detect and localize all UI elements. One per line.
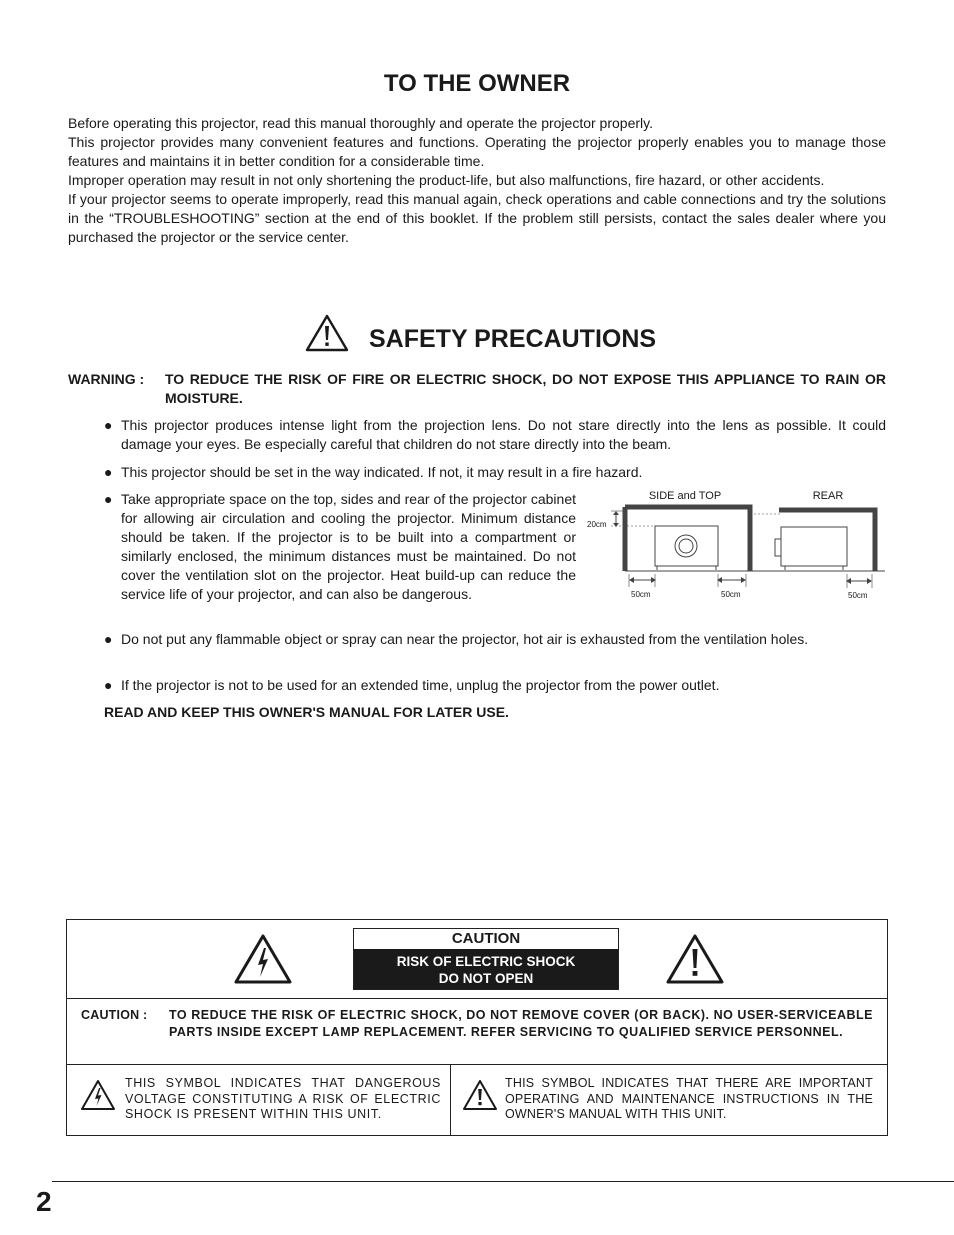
divider	[450, 1065, 451, 1135]
caution-label-line2: DO NOT OPEN	[438, 971, 534, 986]
voltage-symbol-text: THIS SYMBOL INDICATES THAT DANGEROUS VOLTAGE CONSTITUTING A RISK OF ELECTRIC SHOCK IS PRESENT WITHIN THIS UNIT.	[125, 1076, 441, 1121]
caution-box	[66, 919, 888, 1136]
safety-title: SAFETY PRECAUTIONS	[369, 325, 657, 353]
caution-statement-label: CAUTION :	[81, 1008, 148, 1022]
warning-triangle-icon	[304, 313, 350, 353]
caution-statement-text: TO REDUCE THE RISK OF ELECTRIC SHOCK, DO NOT REMOVE COVER (OR BACK). NO USER-SERVICEABLE PARTS INSIDE EXCEPT LAMP REPLACEMENT. REFER SERVICING TO QUALIFIED SERVICE PERSONNEL.	[169, 1008, 873, 1039]
lightning-triangle-icon	[233, 933, 293, 985]
bullet-text: This projector produces intense light from the projection lens. Do not stare directly into the lens as possible. It could damage your eyes. Be especially careful that children do not stare directly into the beam.	[121, 417, 886, 452]
right-gap-label: 50cm	[721, 590, 741, 599]
list-item	[104, 416, 886, 454]
rear-label: REAR	[812, 490, 844, 502]
bullet-icon: ●	[104, 417, 113, 433]
caution-label-title: CAUTION	[451, 930, 521, 947]
bullet-icon: ●	[104, 677, 113, 693]
exclamation-triangle-icon	[665, 933, 725, 985]
owner-paragraph: Before operating this projector, read this manual thoroughly and operate the projector properly.	[68, 115, 653, 131]
exclamation-triangle-small-icon	[462, 1079, 498, 1111]
lightning-triangle-small-icon	[80, 1079, 116, 1111]
page-number: 2	[36, 1186, 52, 1217]
owner-text	[68, 114, 886, 247]
divider	[67, 1064, 887, 1065]
left-gap-label: 50cm	[631, 590, 651, 599]
projector-front	[655, 526, 718, 566]
bullet-icon: ●	[104, 631, 113, 647]
list-item	[104, 490, 576, 604]
bullet-text: Do not put any flammable object or spray can near the projector, hot air is exhausted from the ventilation holes.	[121, 631, 809, 647]
info-symbol-text: THIS SYMBOL INDICATES THAT THERE ARE IMPORTANT OPERATING AND MAINTENANCE INSTRUCTIONS IN THE OWNER'S MANUAL WITH THIS UNIT.	[505, 1076, 873, 1121]
caution-label-banner	[354, 949, 618, 989]
list-item	[104, 630, 886, 649]
warning-label: WARNING :	[68, 371, 145, 387]
divider	[67, 998, 887, 999]
footer-rule	[52, 1181, 954, 1182]
bullet-text: If the projector is not to be used for an extended time, unplug the projector from the power outlet.	[121, 677, 720, 693]
projector-side	[781, 527, 847, 566]
owner-paragraph: Improper operation may result in not only shortening the product-life, but also malfunctions, fire hazard, or other accidents.	[68, 172, 825, 188]
list-item	[104, 676, 886, 695]
bullet-icon: ●	[104, 464, 113, 480]
owner-paragraph: This projector provides many convenient features and functions. Operating the projector properly enables you to manage those features and maintains it in better condition for a considerable time.	[68, 134, 886, 169]
owner-title: TO THE OWNER	[383, 70, 571, 97]
list-item	[104, 463, 886, 482]
clearance-diagram	[585, 484, 885, 604]
rear-gap-label: 50cm	[848, 591, 868, 600]
caution-label-line1: RISK OF ELECTRIC SHOCK	[396, 954, 576, 969]
read-keep-notice: READ AND KEEP THIS OWNER'S MANUAL FOR LATER USE.	[104, 704, 509, 720]
side-top-label: SIDE and TOP	[648, 490, 722, 502]
bullet-icon: ●	[104, 491, 113, 507]
warning-text: TO REDUCE THE RISK OF FIRE OR ELECTRIC SHOCK, DO NOT EXPOSE THIS APPLIANCE TO RAIN OR MOISTURE.	[165, 371, 886, 406]
caution-label	[353, 928, 619, 990]
owner-paragraph: If your projector seems to operate improperly, read this manual again, check operations and cable connections and try the solutions in the “TROUBLESHOOTING” section at the end of this booklet. If the problem still persists, contact the sales dealer where you purchased the projector or the service center.	[68, 191, 886, 245]
bullet-text: This projector should be set in the way indicated. If not, it may result in a fire hazard.	[121, 464, 643, 480]
bullet-text: Take appropriate space on the top, sides and rear of the projector cabinet for allowing air circulation and cooling the projector. Minimum distance should be taken. If the projector is to be built into a compartment or similarly enclosed, the minimum distances must be maintained. Do not cover the ventilation slot on the projector. Heat build-up can reduce the service life of your projector, and can also be dangerous.	[121, 491, 576, 602]
top-gap-label: 20cm	[587, 520, 607, 529]
